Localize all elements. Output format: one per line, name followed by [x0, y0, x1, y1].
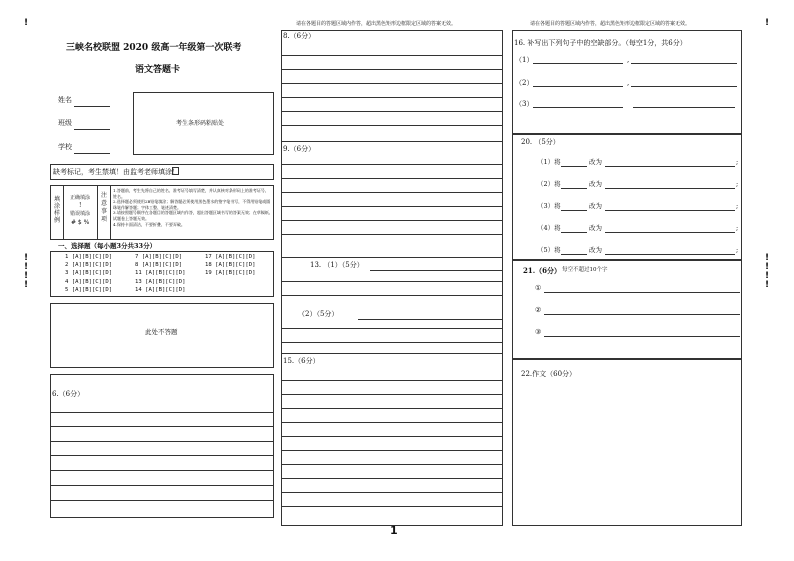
section-divider	[282, 353, 502, 354]
class-label: 班级	[58, 119, 72, 127]
answer-line[interactable]	[282, 220, 502, 221]
q20-blank[interactable]	[605, 232, 735, 233]
answer-line[interactable]	[282, 328, 502, 329]
answer-line[interactable]	[282, 295, 502, 296]
mc-row[interactable]: 7 [A][B][C][D]	[135, 254, 183, 260]
no-answer-label: 此处不答题	[145, 328, 178, 336]
mc-answer-box	[50, 251, 274, 297]
mc-row[interactable]: 1 [A][B][C][D]	[65, 254, 113, 260]
q21-blank[interactable]	[544, 314, 740, 315]
answer-line[interactable]	[282, 55, 502, 56]
answer-line[interactable]	[282, 380, 502, 381]
answer-line[interactable]	[282, 178, 502, 179]
q20-blank[interactable]	[561, 232, 587, 233]
q6-label: 6.（6分）	[52, 390, 85, 398]
q20-change-label: 改为	[589, 180, 602, 188]
school-label: 学校	[58, 143, 72, 151]
fill-sample-label: 填涂样例	[54, 196, 61, 224]
side-marks: ! ! ! !	[765, 253, 770, 290]
section-divider	[282, 257, 502, 258]
q6-answer-line[interactable]	[51, 500, 273, 501]
barcode-label: 考生条形码粘贴处	[176, 120, 225, 127]
answer-line[interactable]	[282, 281, 502, 282]
answer-line[interactable]	[282, 478, 502, 479]
notes-text: 1.答题前，考生先将自己的姓名、准考证号填写清楚，并认真核对条形码上的准考证号、 姓名。 2.选择题必须使用2B铅笔填涂；解答题必须使用黑色墨水的签字笔书写，不得用铅笔或圆珠笔作解答题；字体工整、笔迹清楚。 3.请按照题号顺序在各题目的答题区域内作答，超出答题区域书写的答案无效；在草稿纸、试题卷上答题无效。 4.保持卡面清洁，不要折叠、不要弄破。	[113, 188, 273, 227]
q20-blank[interactable]	[605, 166, 735, 167]
mc-title: 一、选择题（每小题3分共33分）	[58, 242, 157, 250]
answer-line[interactable]	[282, 436, 502, 437]
mc-col-3[interactable]	[205, 253, 256, 278]
mc-row[interactable]: 4 [A][B][C][D]	[65, 278, 113, 285]
q20-item-label: （2）将	[537, 180, 561, 188]
q6-answer-line[interactable]	[51, 485, 273, 486]
q16-blank[interactable]	[533, 107, 623, 108]
mc-row[interactable]: 18 [A][B][C][D]	[205, 262, 256, 269]
answer-line[interactable]	[282, 164, 502, 165]
page-subtitle: 语文答题卡	[135, 65, 181, 75]
q20-item-label: （1）将	[537, 158, 561, 166]
q20-semicolon: ;	[736, 180, 739, 188]
name-field[interactable]	[74, 106, 110, 107]
q22-essay-box[interactable]	[512, 359, 742, 526]
top-notice: 请在各题目的答题区域内作答，超出黑色矩形边框限定区域的答案无效。	[296, 21, 457, 27]
q21-answer-box[interactable]	[512, 260, 742, 359]
q6-answer-line[interactable]	[51, 470, 273, 471]
q20-change-label: 改为	[589, 202, 602, 210]
mc-row[interactable]: 8 [A][B][C][D]	[135, 262, 183, 269]
q20-blank[interactable]	[561, 166, 587, 167]
q20-answer-box[interactable]	[512, 134, 742, 260]
answer-line[interactable]	[282, 422, 502, 423]
wrong-fill-mark: # $ %	[71, 219, 90, 226]
correct-fill-mark: !	[79, 202, 82, 209]
q6-answer-box[interactable]	[50, 374, 274, 518]
mc-row[interactable]: 3 [A][B][C][D]	[65, 270, 113, 277]
answer-line[interactable]	[282, 83, 502, 84]
mc-row[interactable]: 2 [A][B][C][D]	[65, 262, 113, 269]
answer-line[interactable]	[370, 270, 502, 271]
q20-item-label: （5）将	[537, 246, 561, 254]
answer-line[interactable]	[282, 492, 502, 493]
q13a-label: 13. （1）（5分）	[310, 261, 364, 269]
fill-instructions	[50, 185, 274, 240]
q20-semicolon: ;	[736, 246, 739, 254]
mc-col-2[interactable]	[135, 253, 186, 294]
middle-answer-column	[281, 30, 503, 526]
mc-row[interactable]: 11 [A][B][C][D]	[135, 270, 186, 277]
absent-label: 缺考标记，考生禁填！由监考老师填涂！	[53, 168, 179, 176]
q16-label: 16. 补写出下列句子中的空缺部分。（每空1分，共6分）	[514, 39, 687, 47]
answer-line[interactable]	[282, 206, 502, 207]
name-label: 姓名	[58, 96, 72, 104]
barcode-area	[133, 92, 274, 155]
section-divider	[282, 141, 502, 142]
mc-row[interactable]: 13 [A][B][C][D]	[135, 278, 186, 285]
mc-row[interactable]: 5 [A][B][C][D]	[65, 286, 113, 293]
q6-answer-line[interactable]	[51, 426, 273, 427]
q20-label: 20. （5分）	[521, 138, 560, 146]
q21-label: 21.（6分）	[523, 266, 562, 275]
notes-label: 注意事项	[101, 192, 108, 223]
q21-item: ①	[535, 284, 542, 292]
q15-label: 15.（6分）	[283, 357, 320, 365]
absent-checkbox[interactable]	[172, 167, 179, 175]
q21-blank[interactable]	[544, 292, 740, 293]
q6-answer-line[interactable]	[51, 412, 273, 413]
q16-answer-box[interactable]: 16. 补写出下列句子中的空缺部分。（每空1分，共6分） （1） （2） （3） , ,	[512, 30, 742, 134]
q6-answer-line[interactable]	[51, 441, 273, 442]
q16-blank[interactable]	[533, 86, 623, 87]
class-field[interactable]	[74, 129, 110, 130]
q20-blank[interactable]	[605, 254, 735, 255]
q6-answer-line[interactable]	[51, 455, 273, 456]
answer-line[interactable]	[282, 394, 502, 395]
q16-item: （1）	[515, 56, 534, 64]
q20-change-label: 改为	[589, 158, 602, 166]
q20-blank[interactable]	[605, 210, 735, 211]
mc-row[interactable]: 14 [A][B][C][D]	[135, 286, 186, 293]
q20-change-label: 改为	[589, 246, 602, 254]
q20-semicolon: ;	[736, 202, 739, 210]
answer-line[interactable]	[282, 342, 502, 343]
q21-blank[interactable]	[544, 336, 740, 337]
q20-semicolon: ;	[736, 224, 739, 232]
answer-line[interactable]	[282, 450, 502, 451]
q20-semicolon: ;	[736, 158, 739, 166]
q20-blank[interactable]	[561, 254, 587, 255]
school-field[interactable]	[74, 153, 110, 154]
q16-blank[interactable]	[633, 107, 735, 108]
mc-col-1[interactable]	[65, 253, 112, 294]
answer-line[interactable]	[282, 125, 502, 126]
page-number: 1	[390, 524, 398, 537]
mc-row[interactable]: 19 [A][B][C][D]	[205, 270, 256, 277]
q16-blank[interactable]	[631, 63, 737, 64]
answer-line[interactable]	[282, 69, 502, 70]
corner-mark: !	[765, 18, 770, 28]
absent-box	[50, 164, 274, 180]
q20-blank[interactable]	[605, 188, 735, 189]
q20-blank[interactable]	[561, 188, 587, 189]
correct-fill-label: 正确填涂	[70, 195, 91, 201]
q16-item: （2）	[515, 79, 534, 87]
answer-line[interactable]	[282, 408, 502, 409]
page-title: 三峡名校联盟 2020 级高一年级第一次联考	[66, 43, 242, 53]
answer-line[interactable]	[282, 97, 502, 98]
answer-line[interactable]	[282, 506, 502, 507]
top-notice: 请在各题目的答题区域内作答，超出黑色矩形边框限定区域的答案无效。	[530, 21, 691, 27]
q8-label: 8.（6分）	[283, 32, 316, 40]
answer-line[interactable]	[282, 464, 502, 465]
no-answer-area	[50, 303, 274, 368]
q20-item-label: （4）将	[537, 224, 561, 232]
answer-line[interactable]	[282, 111, 502, 112]
q16-blank[interactable]	[631, 86, 737, 87]
q13b-label: （2）（5分）	[298, 310, 339, 318]
side-marks: ! ! ! !	[24, 253, 29, 290]
mc-row[interactable]: 17 [A][B][C][D]	[205, 254, 256, 260]
answer-line[interactable]	[358, 319, 502, 320]
q21-item: ②	[535, 306, 542, 314]
q9-label: 9.（6分）	[283, 145, 316, 153]
q20-change-label: 改为	[589, 224, 602, 232]
answer-line[interactable]	[282, 234, 502, 235]
q21-note: 每空不超过10个字	[562, 267, 608, 273]
wrong-fill-label: 错误填涂	[70, 211, 91, 217]
q16-blank[interactable]	[533, 63, 623, 64]
answer-line[interactable]	[282, 192, 502, 193]
q20-item-label: （3）将	[537, 202, 561, 210]
q20-blank[interactable]	[561, 210, 587, 211]
q22-label: 22.作文（60分）	[521, 370, 577, 378]
q21-item: ③	[535, 328, 542, 336]
q16-item: （3）	[515, 100, 534, 108]
corner-mark: !	[24, 18, 29, 28]
